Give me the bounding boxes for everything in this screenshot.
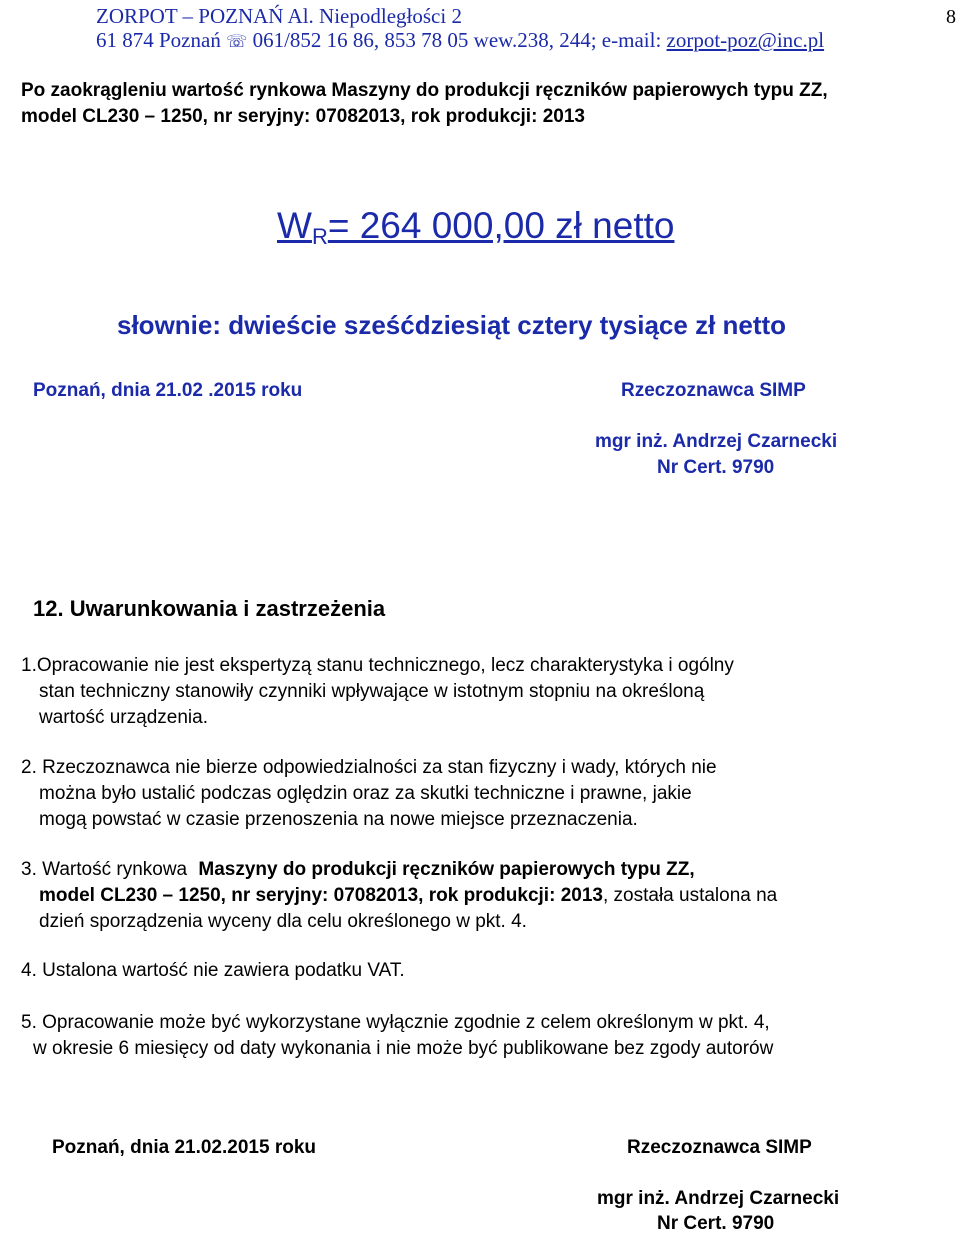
item-4: 4. Ustalona wartość nie zawiera podatku VAT. — [21, 960, 405, 981]
email-link[interactable]: zorpot-poz@inc.pl — [666, 28, 825, 52]
signature-bottom-place-date: Poznań, dnia 21.02.2015 roku — [52, 1137, 316, 1158]
item-1-line: wartość urządzenia. — [39, 707, 208, 728]
item-3-line3: dzień sporządzenia wyceny dla celu określonego w pkt. 4. — [39, 911, 527, 932]
item-2-line: można było ustalić podczas oględzin oraz za skutki techniczne i prawne, jakie — [39, 783, 692, 804]
item-2-line: mogą powstać w czasie przenoszenia na nowe miejsce przeznaczenia. — [39, 809, 638, 830]
signature-top-role: Rzeczoznawca SIMP — [621, 380, 806, 401]
value-amount: = 264 000,00 zł netto — [327, 205, 675, 246]
header-company-line: ZORPOT – POZNAŃ Al. Niepodległości 2 — [96, 4, 462, 28]
signature-bottom-cert: Nr Cert. 9790 — [657, 1213, 775, 1234]
item-3-model: model CL230 – 1250, nr seryjny: 07082013, rok produkcji: 2013 — [39, 885, 603, 906]
item-5-line1: 5. Opracowanie może być wykorzystane wyłącznie zgodnie z celem określonym w pkt. 4, — [21, 1012, 770, 1033]
signature-top-place-date: Poznań, dnia 21.02 .2015 roku — [33, 380, 303, 401]
value-symbol: W — [277, 205, 312, 246]
page-number: 8 — [946, 6, 956, 28]
header-address-line — [96, 28, 824, 53]
valuation-intro-line1: Po zaokrągleniu wartość rynkowa Maszyny do produkcji ręczników papierowych typu ZZ, — [21, 80, 828, 101]
signature-bottom-name: mgr inż. Andrzej Czarnecki — [597, 1188, 840, 1209]
value-in-words: słownie: dwieście sześćdziesiąt cztery tysiące zł netto — [117, 310, 787, 340]
header-address-rest: 061/852 16 86, 853 78 05 wew.238, 244; e-mail: — [252, 28, 662, 52]
signature-top-cert: Nr Cert. 9790 — [657, 457, 775, 478]
valuation-intro-line2: model CL230 – 1250, nr seryjny: 07082013, rok produkcji: 2013 — [21, 106, 585, 127]
item-3-suffix: , została ustalona na — [602, 885, 778, 906]
item-1-line: 1.Opracowanie nie jest ekspertyzą stanu technicznego, lecz charakterystyka i ogólny — [21, 655, 734, 676]
item-3-prefix: 3. Wartość rynkowa — [21, 859, 188, 880]
value-subscript: R — [311, 224, 328, 249]
item-3-line2 — [39, 885, 777, 907]
section-12-heading: 12. Uwarunkowania i zastrzeżenia — [33, 596, 386, 621]
item-2-line: 2. Rzeczoznawca nie bierze odpowiedzialności za stan fizyczny i wady, których nie — [21, 757, 717, 778]
telephone-icon: ☏ — [226, 32, 248, 51]
signature-top-name: mgr inż. Andrzej Czarnecki — [595, 431, 838, 452]
signature-bottom-role: Rzeczoznawca SIMP — [627, 1137, 812, 1158]
item-5-line2: w okresie 6 miesięcy od daty wykonania i nie może być publikowane bez zgody autorów — [33, 1038, 774, 1059]
item-1-line: stan techniczny stanowiły czynniki wpływające w istotnym stopniu na określoną — [39, 681, 705, 702]
item-3-machine-name: Maszyny do produkcji ręczników papierowych typu ZZ, — [198, 859, 695, 880]
item-3-line1 — [21, 859, 695, 881]
market-value — [277, 205, 674, 250]
header-address-start: 61 874 Poznań — [96, 28, 221, 52]
